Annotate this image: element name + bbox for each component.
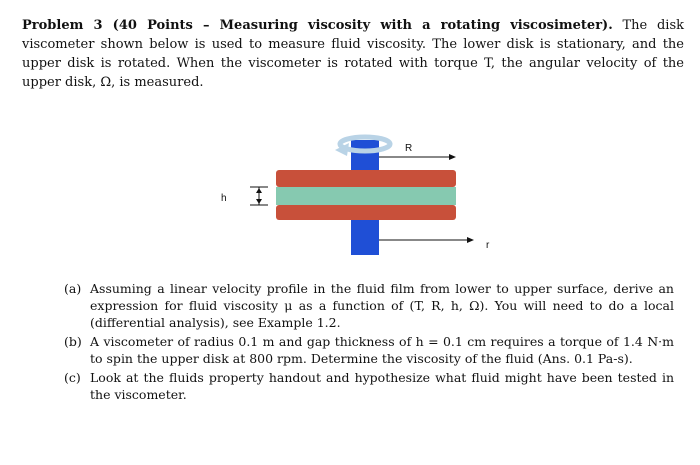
- rotation-arrow-icon: [335, 137, 390, 156]
- part-c-marker: (c): [64, 370, 81, 385]
- lower-shaft: [351, 220, 379, 255]
- r-axis-label: r: [486, 240, 490, 251]
- fluid-film: [276, 187, 456, 205]
- part-a-text: Assuming a linear velocity profile in the fluid film from lower to upper surface, derive an expression for fluid viscosity μ as a function of (T, R, h, Ω). You will need to do a local (differential analysis), see Example 1.2.: [90, 281, 674, 330]
- upper-shaft: [351, 140, 379, 170]
- problem-body: The disk viscometer shown below is used to measure fluid viscosity. The lower disk is stationary, and the upper disk is rotated. When the viscometer is rotated with torque T, the angular velocity of the upper disk, Ω, is measured.: [22, 18, 685, 90]
- upper-disk: [276, 170, 456, 187]
- gap-arrow-up-icon: [256, 188, 262, 193]
- gap-arrow-down-icon: [256, 199, 262, 204]
- problem-heading: Problem 3 (40 Points – Measuring viscosity with a rotating viscosimeter).: [22, 18, 613, 33]
- part-c: [64, 369, 674, 403]
- part-b-text: A viscometer of radius 0.1 m and gap thickness of h = 0.1 cm requires a torque of 1.4 N·m to spin the upper disk at 800 rpm. Determine the viscosity of the fluid (Ans. 0.1 Pa-s).: [90, 334, 674, 366]
- part-a-marker: (a): [64, 281, 82, 296]
- part-b-marker: (b): [64, 334, 82, 349]
- problem-parts: [64, 280, 674, 405]
- part-b: [64, 333, 674, 367]
- radius-label: R: [405, 143, 413, 154]
- part-c-text: Look at the fluids property handout and hypothesize what fluid might have been tested in the viscometer.: [90, 370, 674, 402]
- radius-arrow-icon: [449, 154, 456, 160]
- r-axis-arrow-icon: [467, 237, 474, 243]
- part-a: [64, 280, 674, 331]
- problem-statement: [22, 16, 684, 92]
- gap-label: h: [221, 193, 227, 204]
- lower-disk: [276, 205, 456, 220]
